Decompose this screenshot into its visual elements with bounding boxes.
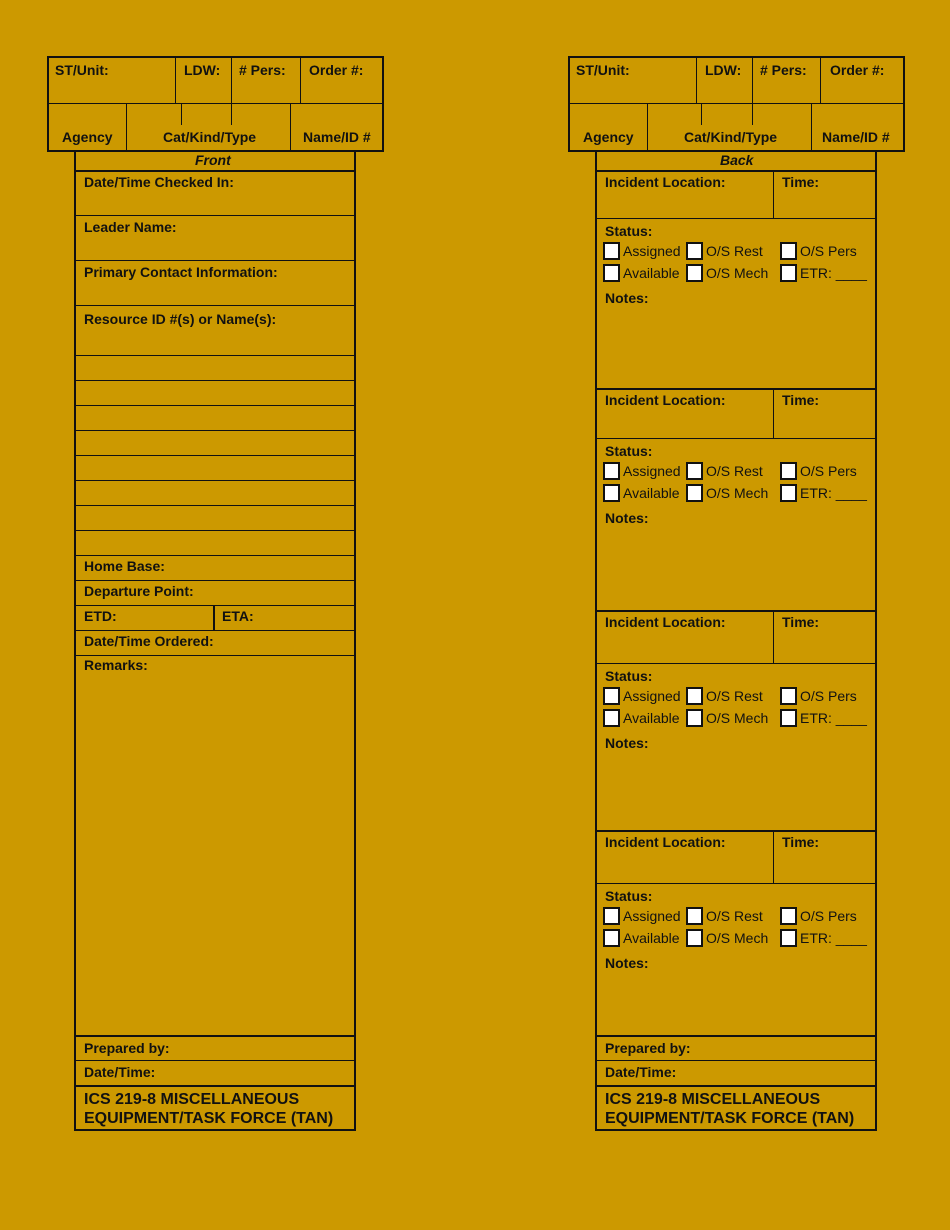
remarks-label: Remarks: [84,657,148,673]
os-pers-option-label: O/S Pers [800,688,857,704]
row-divider [596,438,876,439]
etr-option-label: ETR: ____ [800,930,867,946]
status-label: Status: [605,443,653,459]
row-divider [596,1060,876,1061]
time-label: Time: [782,392,820,408]
row-divider [596,1035,876,1037]
etr-checkbox[interactable] [780,484,797,502]
etr-checkbox[interactable] [780,709,797,727]
ldw-label: LDW: [184,62,221,78]
form-title-line-1: ICS 219-8 MISCELLANEOUS [84,1091,300,1108]
st-unit-label: ST/Unit: [55,62,109,78]
status-label: Status: [605,888,653,904]
row-divider [596,883,876,884]
date-time-label: Date/Time: [84,1064,156,1080]
name-id-label: Name/ID # [303,129,371,145]
available-option-label: Available [623,710,680,726]
os-rest-checkbox[interactable] [686,242,703,260]
os-mech-option-label: O/S Mech [706,265,769,281]
row-divider [75,605,355,606]
available-checkbox[interactable] [603,709,620,727]
cat-kind-type-label: Cat/Kind/Type [684,129,778,145]
ldw-label: LDW: [705,62,742,78]
os-rest-checkbox[interactable] [686,687,703,705]
notes-label: Notes: [605,510,649,526]
assigned-option-label: Assigned [623,688,681,704]
incident-location-label: Incident Location: [605,614,726,630]
row-divider [75,380,355,381]
assigned-option-label: Assigned [623,463,681,479]
cat-kind-type-label: Cat/Kind/Type [163,129,257,145]
status-label: Status: [605,668,653,684]
incident-location-label: Incident Location: [605,174,726,190]
row-divider [75,405,355,406]
available-checkbox[interactable] [603,264,620,282]
time-label: Time: [782,174,820,190]
departure-point-label: Departure Point: [84,583,194,599]
assigned-checkbox[interactable] [603,907,620,925]
col-divider [773,388,774,438]
etr-checkbox[interactable] [780,264,797,282]
block-divider [596,610,876,612]
row-divider [596,1085,876,1087]
form-title-line-2: EQUIPMENT/TASK FORCE (TAN) [605,1110,855,1127]
prepared-by-label: Prepared by: [605,1040,691,1056]
row-divider [75,630,355,631]
os-pers-option-label: O/S Pers [800,243,857,259]
order-label: Order #: [309,62,364,78]
os-rest-option-label: O/S Rest [706,463,763,479]
assigned-option-label: Assigned [623,243,681,259]
row-divider [596,218,876,219]
os-mech-option-label: O/S Mech [706,485,769,501]
incident-location-label: Incident Location: [605,834,726,850]
os-mech-checkbox[interactable] [686,484,703,502]
name-id-label: Name/ID # [822,129,890,145]
date-time-label: Date/Time: [605,1064,677,1080]
form-title [605,1090,854,1128]
back-label: Back [720,152,754,168]
block-divider [596,830,876,832]
assigned-checkbox[interactable] [603,242,620,260]
row-divider [75,580,355,581]
available-checkbox[interactable] [603,929,620,947]
os-mech-option-label: O/S Mech [706,710,769,726]
assigned-checkbox[interactable] [603,462,620,480]
home-base-label: Home Base: [84,558,165,574]
row-divider [75,1035,355,1037]
status-label: Status: [605,223,653,239]
leader-name-label: Leader Name: [84,219,177,235]
etr-option-label: ETR: ____ [800,265,867,281]
row-divider [75,260,355,261]
assigned-option-label: Assigned [623,908,681,924]
col-divider [773,170,774,218]
os-mech-checkbox[interactable] [686,929,703,947]
st-unit-label: ST/Unit: [576,62,630,78]
checked-in-label: Date/Time Checked In: [84,174,234,190]
date-time-ordered-label: Date/Time Ordered: [84,633,214,649]
os-pers-checkbox[interactable] [780,242,797,260]
row-divider [75,505,355,506]
form-title-line-1: ICS 219-8 MISCELLANEOUS [605,1091,821,1108]
form-title [84,1090,333,1128]
etd-label: ETD: [84,608,117,624]
block-divider [596,388,876,390]
etr-option-label: ETR: ____ [800,710,867,726]
time-label: Time: [782,614,820,630]
incident-location-label: Incident Location: [605,392,726,408]
available-option-label: Available [623,930,680,946]
eta-label: ETA: [222,608,254,624]
row-divider [75,555,355,556]
notes-label: Notes: [605,290,649,306]
assigned-checkbox[interactable] [603,687,620,705]
row-divider [75,170,355,172]
os-rest-option-label: O/S Rest [706,243,763,259]
prepared-by-label: Prepared by: [84,1040,170,1056]
row-divider [75,455,355,456]
os-mech-checkbox[interactable] [686,264,703,282]
pers-label: # Pers: [239,62,286,78]
os-mech-checkbox[interactable] [686,709,703,727]
os-pers-checkbox[interactable] [780,687,797,705]
resource-id-label: Resource ID #(s) or Name(s): [84,311,277,327]
pers-label: # Pers: [760,62,807,78]
row-divider [75,355,355,356]
row-divider [75,1060,355,1061]
os-pers-option-label: O/S Pers [800,908,857,924]
etr-checkbox[interactable] [780,929,797,947]
notes-label: Notes: [605,955,649,971]
os-mech-option-label: O/S Mech [706,930,769,946]
row-divider [75,430,355,431]
available-option-label: Available [623,485,680,501]
os-rest-option-label: O/S Rest [706,908,763,924]
agency-label: Agency [583,129,634,145]
row-divider [596,170,876,172]
form-title-line-2: EQUIPMENT/TASK FORCE (TAN) [84,1110,334,1127]
col-divider [773,610,774,663]
os-pers-checkbox[interactable] [780,907,797,925]
etr-option-label: ETR: ____ [800,485,867,501]
row-divider [75,1085,355,1087]
row-divider [75,215,355,216]
front-label: Front [195,152,231,168]
os-rest-checkbox[interactable] [686,462,703,480]
notes-label: Notes: [605,735,649,751]
row-divider [75,480,355,481]
os-rest-option-label: O/S Rest [706,688,763,704]
available-checkbox[interactable] [603,484,620,502]
available-option-label: Available [623,265,680,281]
os-pers-option-label: O/S Pers [800,463,857,479]
row-divider [75,305,355,306]
os-pers-checkbox[interactable] [780,462,797,480]
row-divider [75,655,355,656]
os-rest-checkbox[interactable] [686,907,703,925]
row-divider [596,663,876,664]
time-label: Time: [782,834,820,850]
agency-label: Agency [62,129,113,145]
order-label: Order #: [830,62,885,78]
col-divider [773,830,774,883]
row-divider [75,530,355,531]
primary-contact-label: Primary Contact Information: [84,264,278,280]
